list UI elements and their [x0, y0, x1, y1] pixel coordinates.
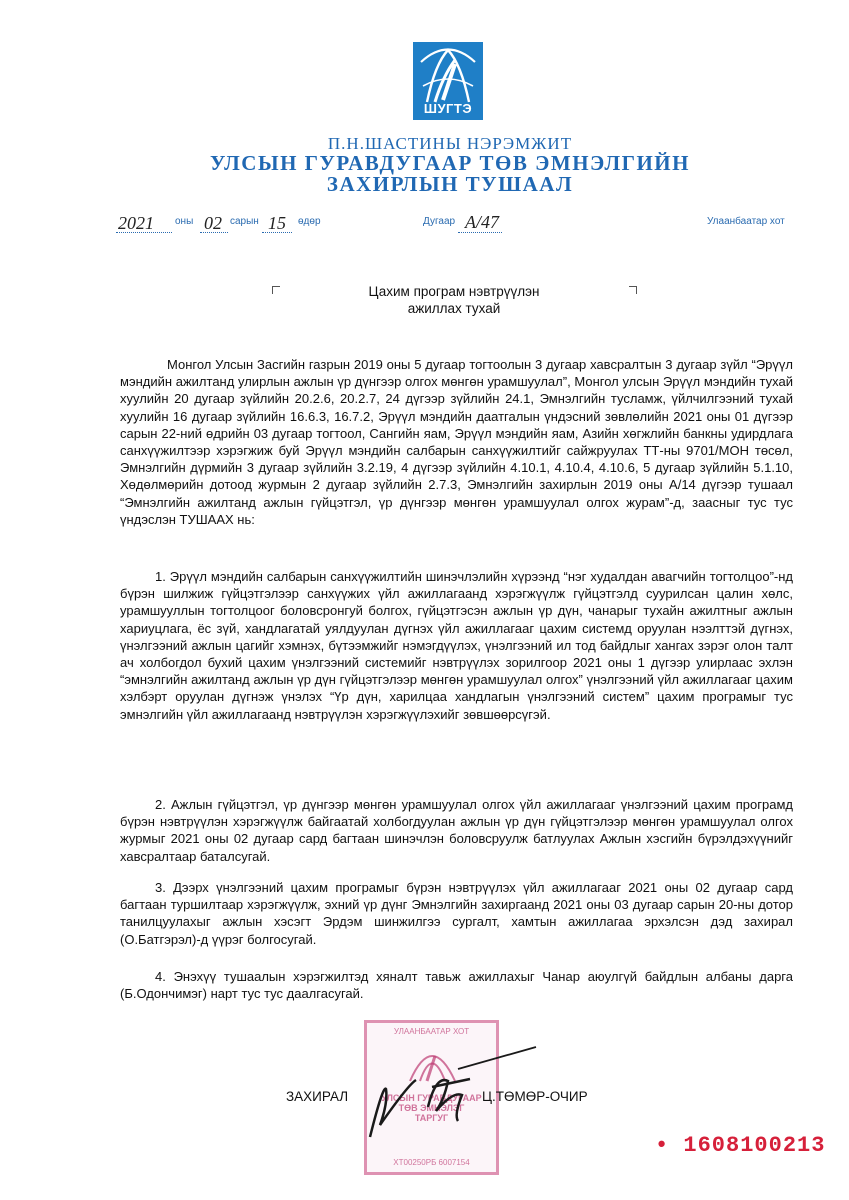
- order-number: А/47: [465, 212, 499, 232]
- subject-title: [280, 283, 628, 317]
- preamble-paragraph: Монгол Улсын Засгийн газрын 2019 оны 5 дугаар тогтоолын 3 дугаар хавсралтын 3 дугаар зүйл “Эрүүл мэндийн ажилтанд улирлын ажлын үр дүнгээр олгох мөнгөн урамшуулал”, Монгол улсын Эрүүл мэндийн тухай хуулийн 20 дугаар зүйлийн 20.2.6, 20.2.7, 24 дүгээр зүйлийн 24.1, Эмнэлгийн тусламж, үйлчилгээний тухай хуулийн 16 дугаар зүйлийн 16.6.3, 16.7.2, Эрүүл мэндийн даатгалын үндэсний зөвлөлийн 2021 оны 01 дүгээр сарын 22-ний өдрийн 03 дугаар тогтоол, Сангийн яам, Эрүүл мэндийн яам, Азийн хөгжлийн банкны удирдлага санхүүжилтээр хэрэгжиж буй Эрүүл мэндийн салбарын санхүүжилтийг сайжруулах ТТ-ны 9701/МОН төсөл, Эмнэлгийн дүрмийн 3 дугаар зүйлийн 3.2.19, 4 дүгээр зүйлийн 4.10.1, 4.10.4, 4.10.6, 5 дугаар зүйлийн 5.1.10, Хөдөлмөрийн дотоод журмын 2 дугаар зүйлийн 2.7.3, Эмнэлгийн захирлын 2019 оны А/14 дүгээр тушаал “Эмнэлгийн ажилтанд ажлын гүйцэтгэл, үр дүнгээр мөнгөн урамшуулал олгох журам”-д, заасныг тус тус үндэслэн ТУШААХ нь:: [120, 357, 793, 527]
- header-line-1: П.Н.ШАСТИНЫ НЭРЭМЖИТ: [327, 134, 573, 153]
- stamp-middle-text: УЛСЫН ГУРАВДУГААР ТӨВ ЭМНЭЛЭГ ТАРГУГ: [381, 1093, 482, 1123]
- subject-corner-right: [629, 286, 637, 294]
- header-line-3: ЗАХИРЛЫН ТУШААЛ: [326, 172, 574, 196]
- subject-line-2: ажиллах тухай: [407, 301, 501, 316]
- order-item-4: 4. Энэхүү тушаалын хэрэгжилтэд хяналт тавьж ажиллахыг Чанар аюулгүй байдлын албаны дарга (Б.Одончимэг) нарт тус тус даалгасугай.: [120, 969, 793, 1002]
- number-label: Дугаар: [423, 216, 456, 227]
- day-suffix: өдөр: [298, 216, 321, 227]
- order-item-2: 2. Ажлын гүйцэтгэл, үр дүнгээр мөнгөн урамшуулал олгох үйл ажиллагааг үнэлгээний цахим програмд бүрэн нэвтрүүлэн хэрэгжүүлж байгаатай холбогдуулан ажлын үр дүн гүйцэтгэлээр мөнгөн урамшуулал олгох журмыг 2021 оны 02 дугаар сард багтаан шинэчлэн боловсруулж батлуулах Ажлын хэсгийн бүрэлдэхүүнийг хавсралтаар баталсугай.: [120, 797, 793, 864]
- year-suffix: оны: [175, 216, 194, 227]
- stamp-bottom-text: ХТ00250РБ 6007154: [393, 1158, 470, 1167]
- city-label: Улаанбаатар хот: [707, 216, 785, 227]
- order-item-3: 3. Дээрх үнэлгээний цахим програмыг бүрэн нэвтрүүлэх үйл ажиллагааг 2021 оны 02 дугаар сард багтаан туршилтаар хэрэгжүүлж, эхний үр дүнг Эмнэлгийн захиргаанд 2021 оны 03 дугаар сарын 20-ны дотор танилцуулахыг ажлын хэсэгт Эрдэм шинжилгээ сургалт, хамтын ажиллагаа эрхэлсэн дэд захирал (О.Батгэрэл)-д үүрэг болгосугай.: [120, 880, 793, 947]
- subject-corner-left: [272, 286, 280, 294]
- date-day: 15: [268, 213, 286, 233]
- date-month: 02: [204, 213, 222, 233]
- signatory-title: ЗАХИРАЛ: [286, 1089, 349, 1104]
- logo-text: ШУГТЭ: [423, 101, 473, 116]
- stamp-top-text: УЛААНБААТАР ХОТ: [393, 1027, 470, 1036]
- serial-number: • 1608100213: [655, 1133, 826, 1158]
- date-year: 2021: [118, 213, 154, 233]
- order-item-1: 1. Эрүүл мэндийн салбарын санхүүжилтийн шинэчлэлийн хүрээнд “нэг худалдан авагчийн тогтолцоо”-нд бүрэн шилжиж гүйцэтгэлээр санхүүжих үйл ажиллагаанд хэрэгжүүлж гүйцэтгэлд суурилсан цалин хөлс, урамшууллын тогтолцоог боловсронгуй болгох, гүйцэтгэсэн ажлын үр дүн, чанарыг тухайн ажилтныг ажлын хариуцлага, ёс зүй, хандлагатай уялдуулан дүгнэх үйл ажиллагааг цахим системд оруулан нээлттэй дүгнэх, үнэлгээний ажлын цагийг хэмнэх, бүтээмжийг нэмэгдүүлэх, үнэлгээний ил тод байдлыг хангах зэрэг олон талт ач холбогдол бухий цахим үнэлгээний системийг нэвтрүүлэх зорилгоор 2021 оны 1 дүгээр улирлаас эхлэн “эмнэлгийн ажилтанд ажлын үр дүн гүйцэтгэлээр мөнгөн урамшуулал олгох” үнэлгээний үйл ажиллагааг цахим хэлбэрт оруулан дүгнэж үнэлэх “Үр дүн, харилцаа хандлагын үнэлгээний систем” цахим програмыг тус эмнэлгийн үйл ажиллагаанд нэвтрүүлэн хэрэгжүүлэхийг зөвшөөрсүгэй.: [120, 569, 793, 722]
- subject-line-1: Цахим програм нэвтрүүлэн: [368, 284, 540, 299]
- hospital-logo: [413, 42, 483, 120]
- signatory-name: Ц.ТӨМӨР-ОЧИР: [482, 1089, 588, 1104]
- month-suffix: сарын: [230, 216, 259, 227]
- header-line-2: УЛСЫН ГУРАВДУГААР ТӨВ ЭМНЭЛГИЙН: [210, 151, 690, 175]
